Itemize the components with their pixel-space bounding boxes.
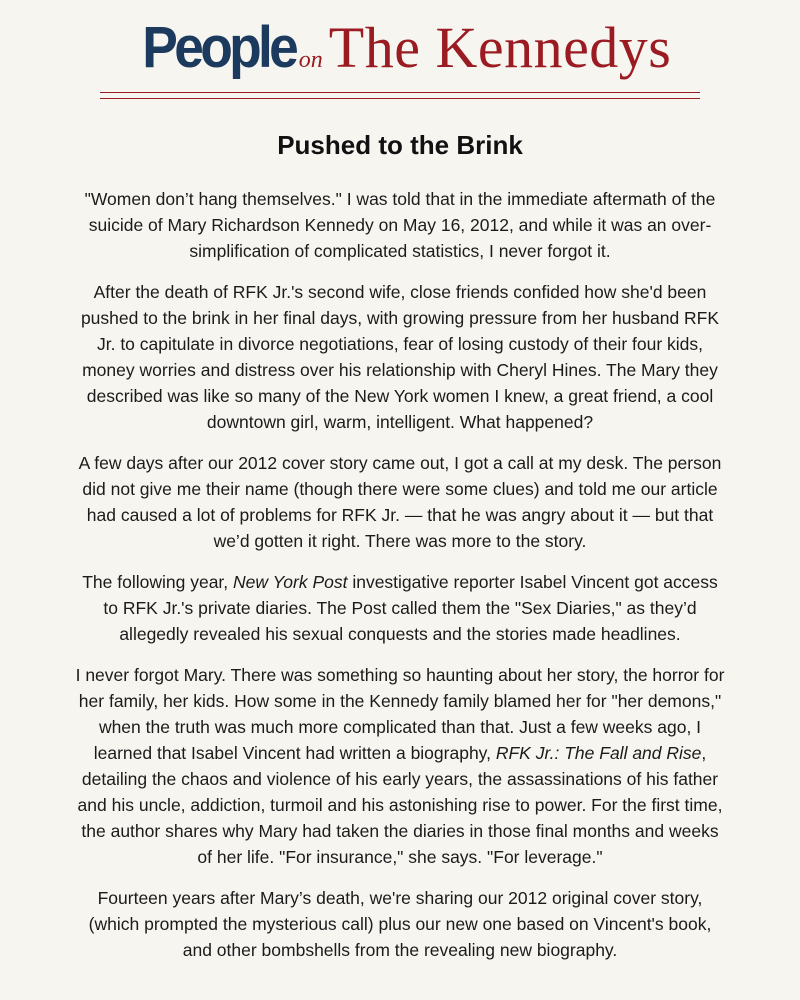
paragraph-4 (74, 569, 726, 647)
paragraph-3: A few days after our 2012 cover story came out, I got a call at my desk. The person did not give me their name (though there were some clues) and told me our article had caused a lot of problems for RFK Jr. — that he was angry about it — but that we’d gotten it right. There was more to the story. (78, 453, 722, 551)
paragraph-4-lead: The following year, (82, 572, 234, 592)
article-body (74, 186, 726, 978)
paragraph-5 (74, 662, 726, 870)
article-title: Pushed to the Brink (277, 130, 523, 160)
masthead (0, 14, 800, 86)
paragraph-6: Fourteen years after Mary’s death, we're sharing our 2012 original cover story, (which prompted the mysterious call) plus our new one based on Vincent's book, and other bombshells from the revealing new biography. (88, 888, 712, 960)
masthead-connector: on (298, 47, 323, 73)
paragraph-5-lead: I never forgot Mary. There was something so haunting about her story, the horror for her family, her kids. How some in the Kennedy family blamed her for "her demons," when the truth was much more complicated than that. Just a few weeks ago, I learned that Isabel Vincent had written a biography, (75, 665, 725, 763)
paragraph-2: After the death of RFK Jr.'s second wife, close friends confided how she'd been pushed to the brink in her final days, with growing pressure from her husband RFK Jr. to capitulate in divorce negotiations, fear of losing custody of their four kids, money worries and distress over his relationship with Cheryl Hines. The Mary they described was like so many of the New York women I knew, a great friend, a cool downtown girl, warm, intelligent. What happened? (80, 282, 720, 432)
paragraph-1: "Women don’t hang themselves." I was told that in the immediate aftermath of the suicide of Mary Richardson Kennedy on May 16, 2012, and while it was an over-simplification of complicated statistics, I never forgot it. (84, 189, 716, 261)
masthead-divider-bottom (100, 98, 700, 99)
publication-name: New York Post (233, 572, 348, 592)
masthead-divider-top (100, 92, 700, 93)
book-title: RFK Jr.: The Fall and Rise (495, 743, 702, 763)
people-logo: People (141, 15, 295, 80)
paragraph-4-rest: investigative reporter Isabel Vincent got access to RFK Jr.'s private diaries. The Post called them the "Sex Diaries," as they’d allegedly revealed his sexual conquests and the stories made headlines. (103, 572, 718, 644)
masthead-series-title: The Kennedys (328, 15, 672, 80)
paragraph-5-rest: , detailing the chaos and violence of his early years, the assassinations of his father and his uncle, addiction, turmoil and his astonishing rise to power. For the first time, the author shares why Mary had taken the diaries in those final months and weeks of her life. "For insurance," she says. "For leverage." (77, 743, 723, 867)
